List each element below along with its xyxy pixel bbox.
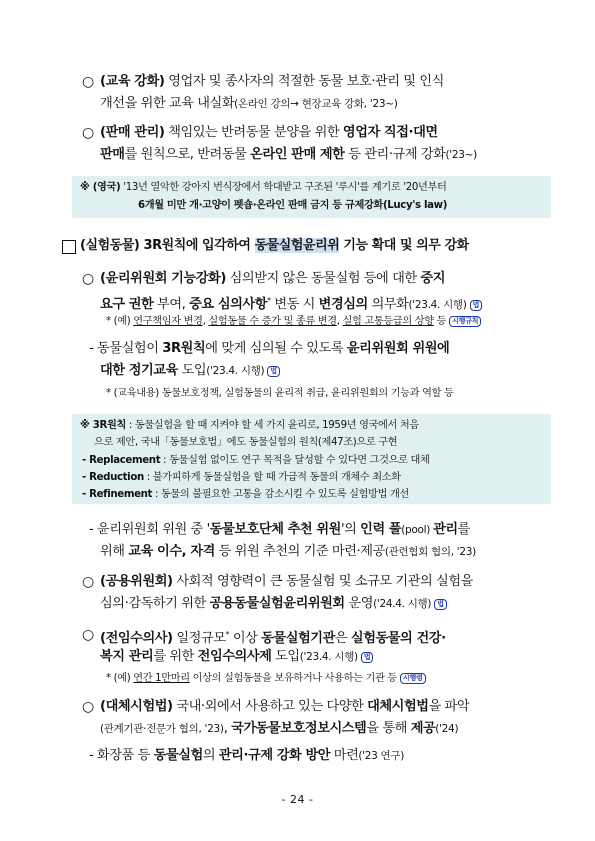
circle-bullet: ○ (82, 699, 95, 715)
ethics-line-1: (윤리위원회 기능강화) 심의받지 않은 동물실험 등에 대한 중지 (100, 271, 445, 286)
pool-line-1: - 윤리위원회 위원 중 '동물보호단체 추천 위원'의 인력 풀(pool) 관리를 (89, 522, 470, 537)
circle-bullet: ○ (82, 271, 95, 287)
alt-line-3: - 화장품 등 동물실험의 관리·규제 강화 방안 마련('23 연구) (89, 748, 405, 763)
law-badge: 법 (434, 599, 447, 610)
law-badge: 법 (470, 300, 483, 311)
ethics-note: * (예) 연구책임자 변경, 실험동물 수 증가 및 종류 변경, 실험 고통등급의 상향 등 시행규칙 (106, 313, 481, 331)
circle-bullet: ○ (82, 574, 95, 590)
square-bullet-icon (62, 240, 76, 254)
vet-line-1: (전임수의사) 일정규모* 이상 동물실험기관은 실험동물의 건강· (100, 630, 446, 646)
note-3r-line-1: ※ 3R원칙 : 동물실험을 할 때 지켜야 할 세 가지 윤리로, 1959년 영국에서 처음 (80, 420, 419, 431)
vet-note: * (예) 연간 1만마리 이상의 실험동물을 보유하거나 사용하는 기관 등 시행령 (106, 670, 426, 688)
public-line-2: 심의·감독하기 위한 공용동물실험윤리위원회 운영('24.4. 시행) 법 (100, 595, 447, 613)
alt-line-2: (관계기관·전문가 협의, '23), 국가동물보호정보시스템을 통해 제공('24) (100, 721, 459, 736)
circle-bullet: ○ (82, 74, 95, 90)
note-3r-line-2: 으로 제안, 국내「동물보호법」에도 동물실험의 원칙(제47조)으로 구현 (94, 437, 398, 448)
note-uk-line-2: 6개월 미만 개·고양이 펫숍·온라인 판매 금지 등 규제강화(Lucy's law) (138, 200, 448, 211)
alt-line-1: (대체시험법) 국내·외에서 사용하고 있는 다양한 대체시험법을 파악 (100, 699, 470, 714)
training-line-2: 대한 정기교육 도입('23.4. 시행) 법 (100, 362, 280, 380)
circle-bullet: ○ (82, 125, 95, 141)
edu-line-2: 개선을 위한 교육 내실화(온라인 강의→ 현장교육 강화, '23~) (100, 96, 398, 111)
note-3r-replacement: - Replacement : 동물실험 없이도 연구 목적을 달성할 수 있다면 그것으로 대체 (82, 455, 430, 466)
page-number: - 24 - (281, 793, 314, 806)
note-uk-line-1: ※ (영국) '13년 열악한 강아지 번식장에서 학대받고 구조된 '루시'를 계기로 '20년부터 (80, 182, 447, 193)
ethics-line-2: 요구 권한 부여, 중요 심의사항* 변동 시 변경심의 의무화('23.4. 시행) 법 (100, 292, 482, 314)
note-3r-refinement: - Refinement : 동물의 불필요한 고통을 감소시킬 수 있도록 실험방법 개선 (82, 489, 409, 500)
edu-line-1: (교육 강화) 영업자 및 종사자의 적절한 동물 보호·관리 및 인식 (100, 74, 444, 89)
vet-line-2: 복지 관리를 위한 전임수의사제 도입('23.4. 시행) 법 (100, 648, 373, 666)
law-badge: 법 (361, 652, 374, 663)
sales-line-1: (판매 관리) 책임있는 반려동물 분양을 위한 영업자 직접·대면 (100, 125, 438, 140)
public-line-1: (공용위원회) 사회적 영향력이 큰 동물실험 및 소규모 기관의 실험을 (100, 574, 473, 589)
training-note: * (교육내용) 동물보호정책, 실험동물의 윤리적 취급, 윤리위원회의 기능과 역할 등 (106, 388, 454, 399)
law-badge: 법 (267, 366, 280, 377)
circle-bullet: ○ (82, 627, 95, 643)
section-heading: (실험동물) 3R원칙에 입각하여 동물실험윤리위 기능 확대 및 의무 강화 (80, 238, 469, 253)
note-3r-reduction: - Reduction : 불가피하게 동물실험을 할 때 가급적 동물의 개체수 최소화 (82, 472, 401, 483)
training-line-1: - 동물실험이 3R원칙에 맞게 심의될 수 있도록 윤리위원회 위원에 (89, 341, 450, 356)
sales-line-2: 판매를 원칙으로, 반려동물 온라인 판매 제한 등 관리·규제 강화('23~) (100, 147, 477, 162)
pool-line-2: 위해 교육 이수, 자격 등 위원 추천의 기준 마련·제공(관련협회 협의, '23) (100, 544, 476, 559)
enforcement-decree-badge: 시행령 (400, 673, 426, 684)
enforcement-rule-badge: 시행규칙 (449, 316, 481, 327)
